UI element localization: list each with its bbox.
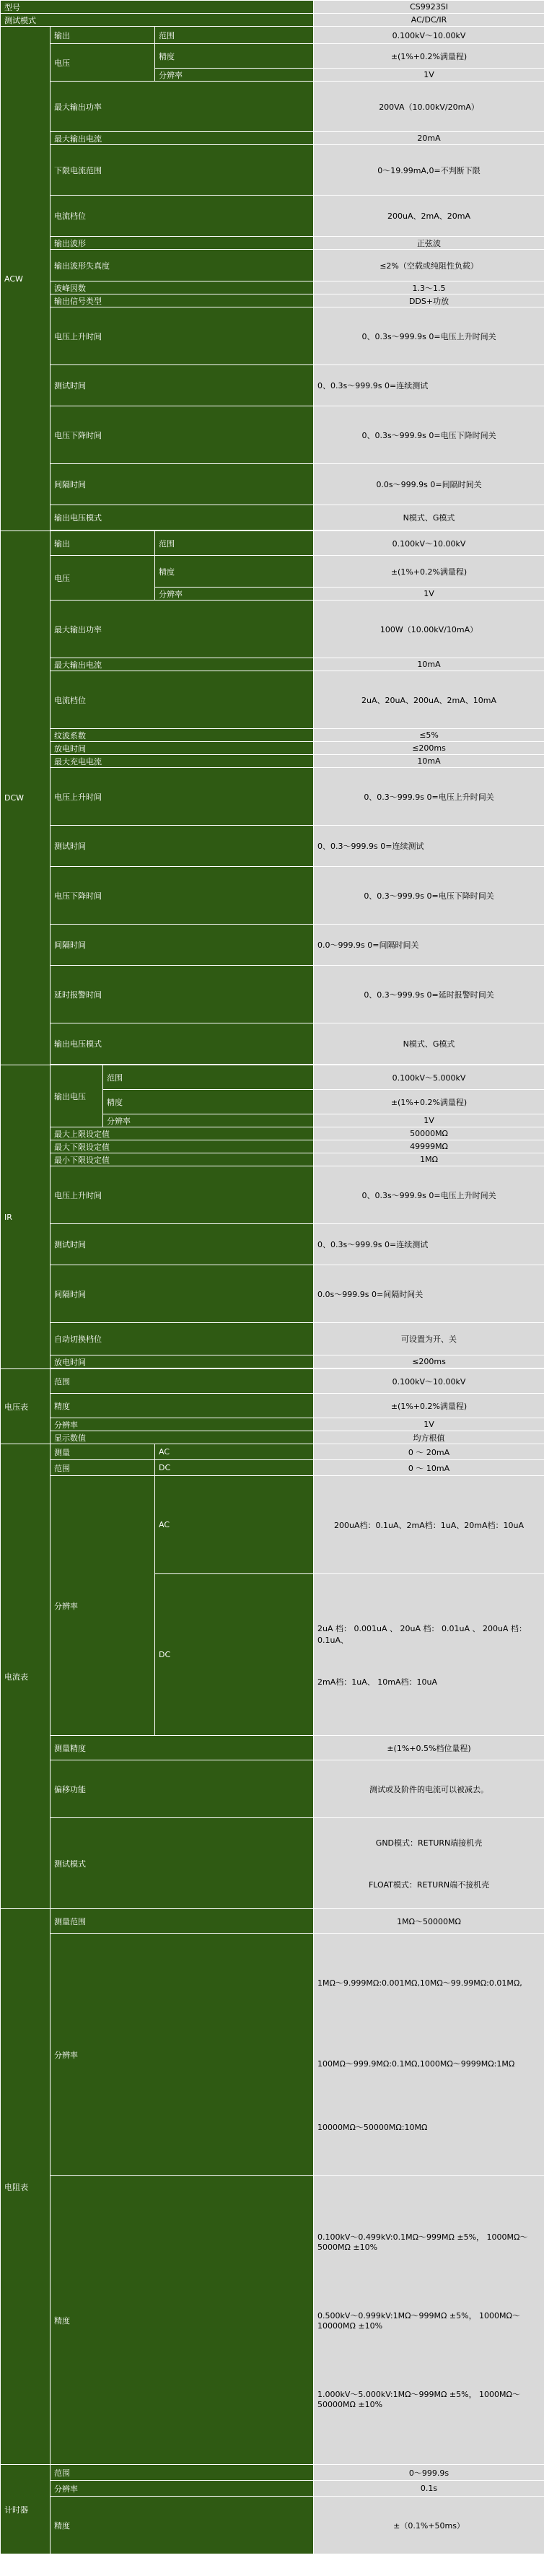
- ir-test-time-label: 测试时间: [51, 1224, 314, 1265]
- ir-row-auto-switch: [1, 1323, 544, 1355]
- ir-row-min-lower: [1, 1153, 544, 1166]
- acw-row-lower-limit: [1, 145, 544, 196]
- acw-test-time-label: 测试时间: [51, 365, 314, 406]
- am-test-mode-line1: GND模式：RETURN端接机壳: [375, 1838, 483, 1848]
- ir-resolution-value: 1V: [314, 1114, 544, 1127]
- dcw-row-discharge: [1, 742, 544, 755]
- ir-max-upper-value: 50000MΩ: [314, 1127, 544, 1140]
- dcw-row-ripple: [1, 729, 544, 742]
- acw-row-mode: [1, 505, 544, 531]
- acw-distortion-label: 输出波形失真度: [51, 250, 314, 281]
- am-row-meas-accuracy: [1, 1736, 544, 1760]
- dcw-voltage-label: 电压: [51, 556, 155, 601]
- dcw-current-range-label: 电流档位: [51, 671, 314, 729]
- am-measure-ac-value: 0 ～ 20mA: [314, 1444, 544, 1460]
- dcw-range-label: 范围: [155, 531, 314, 556]
- dcw-interval-label: 间隔时间: [51, 925, 314, 966]
- dcw-output-label: 输出: [51, 531, 155, 556]
- ir-rise-value: 0、0.3s～999.9s 0=电压上升时间关: [314, 1166, 544, 1224]
- acw-rise-value: 0、0.3s～999.9s 0=电压上升时间关: [314, 307, 544, 365]
- acw-row-fall: [1, 406, 544, 464]
- am-res-ac-label: AC: [155, 1476, 314, 1574]
- acw-range-value: 0.100kV～10.00kV: [314, 27, 544, 44]
- am-res-dc-line2: 2mA档：1uA、 10mA档：10uA: [317, 1677, 437, 1687]
- am-row-offset: [1, 1760, 544, 1818]
- am-range-label: 范围: [51, 1460, 155, 1476]
- tm-range-label: 范围: [51, 2465, 314, 2481]
- tm-accuracy-value: ±（0.1%+50ms）: [314, 2497, 544, 2554]
- acw-waveform-value: 正弦波: [314, 237, 544, 250]
- tm-row-accuracy: [1, 2497, 544, 2554]
- dcw-max-power-label: 最大输出功率: [51, 601, 314, 658]
- dcw-max-charge-value: 10mA: [314, 755, 544, 768]
- vm-accuracy-label: 精度: [51, 1394, 314, 1418]
- ir-auto-switch-label: 自动切换档位: [51, 1323, 314, 1355]
- om-range-label: 测量范围: [51, 1909, 314, 1934]
- dcw-interval-value: 0.0～999.9s 0=间隔时间关: [314, 925, 544, 966]
- tm-section-label: 计时器: [1, 2465, 51, 2554]
- acw-max-current-value: 20mA: [314, 132, 544, 145]
- dcw-ripple-value: ≤5%: [314, 729, 544, 742]
- acw-row-waveform: [1, 237, 544, 250]
- am-res-ac-value: 200uA档：0.1uA、2mA档：1uA、20mA档：10uA: [314, 1476, 544, 1574]
- acw-row-crest: [1, 281, 544, 294]
- dcw-accuracy-value: ±(1%+0.2%满量程): [314, 556, 544, 588]
- om-section-label: 电阻表: [1, 1909, 51, 2465]
- vm-resolution-value: 1V: [314, 1418, 544, 1431]
- dcw-row-range: [1, 531, 544, 556]
- ir-auto-switch-value: 可设置为开、关: [314, 1323, 544, 1355]
- ir-range-value: 0.100kV～5.000kV: [314, 1065, 544, 1090]
- am-offset-label: 偏移功能: [51, 1760, 314, 1818]
- am-offset-value: 测试或及阶件的电流可以被减去。: [314, 1760, 544, 1818]
- acw-range-label: 范围: [155, 27, 314, 44]
- ir-interval-label: 间隔时间: [51, 1265, 314, 1323]
- om-row-accuracy: [1, 2176, 544, 2465]
- acw-row-interval: [1, 464, 544, 505]
- tm-range-value: 0～999.9s: [314, 2465, 544, 2481]
- acw-row-test-time: [1, 365, 544, 406]
- dcw-mode-value: N模式、G模式: [314, 1023, 544, 1065]
- dcw-row-max-power: [1, 601, 544, 658]
- acw-row-current-range: [1, 196, 544, 237]
- vm-display-label: 显示数值: [51, 1431, 314, 1444]
- acw-mode-label: 输出电压模式: [51, 505, 314, 531]
- vm-display-value: 均方根值: [314, 1431, 544, 1444]
- acw-rise-label: 电压上升时间: [51, 307, 314, 365]
- am-test-mode-label: 测试模式: [51, 1818, 314, 1909]
- am-range-dc-label: DC: [155, 1460, 314, 1476]
- dcw-range-value: 0.100kV～10.00kV: [314, 531, 544, 556]
- dcw-test-time-value: 0、0.3～999.9s 0=连续测试: [314, 826, 544, 867]
- ir-min-lower-label: 最小下限设定值: [51, 1153, 314, 1166]
- ir-test-time-value: 0、0.3s～999.9s 0=连续测试: [314, 1224, 544, 1265]
- ir-max-lower-label: 最大下限设定值: [51, 1140, 314, 1153]
- acw-output-label: 输出: [51, 27, 155, 44]
- om-res-line1: 1MΩ～9.999MΩ:0.001MΩ,10MΩ～99.99MΩ:0.01MΩ,: [317, 1978, 522, 1988]
- dcw-row-mode: [1, 1023, 544, 1065]
- om-res-line2: 100MΩ～999.9MΩ:0.1MΩ,1000MΩ～9999MΩ:1MΩ: [317, 2058, 515, 2069]
- ir-rise-label: 电压上升时间: [51, 1166, 314, 1224]
- am-row-range: [1, 1460, 544, 1476]
- am-meas-accuracy-value: ±(1%+0.5%档位量程): [314, 1736, 544, 1760]
- dcw-resolution-label: 分辨率: [155, 588, 314, 601]
- vm-section-label: 电压表: [1, 1369, 51, 1444]
- am-row-measure: [1, 1444, 544, 1460]
- acw-waveform-label: 输出波形: [51, 237, 314, 250]
- dcw-resolution-value: 1V: [314, 588, 544, 601]
- dcw-max-current-value: 10mA: [314, 658, 544, 671]
- dcw-delay-label: 延时报警时间: [51, 966, 314, 1023]
- dcw-fall-value: 0、0.3～999.9s 0=电压下降时间关: [314, 867, 544, 925]
- om-acc-line2: 0.500kV～0.999kV:1MΩ～999MΩ ±5%， 1000MΩ～10000MΩ ±10%: [317, 2311, 520, 2331]
- model-label: 型号: [1, 1, 314, 14]
- acw-accuracy-value: ±(1%+0.2%满量程): [314, 44, 544, 69]
- am-section-label: 电流表: [1, 1444, 51, 1909]
- om-accuracy-value: [314, 2176, 544, 2465]
- vm-row-accuracy: [1, 1394, 544, 1418]
- ir-max-upper-label: 最大上限设定值: [51, 1127, 314, 1140]
- am-measure-label: 测量: [51, 1444, 155, 1460]
- om-res-line3: 10000MΩ～50000MΩ:10MΩ: [317, 2122, 428, 2132]
- tm-accuracy-label: 精度: [51, 2497, 314, 2554]
- ir-resolution-label: 分辨率: [103, 1114, 314, 1127]
- acw-row-max-power: [1, 82, 544, 132]
- dcw-fall-label: 电压下降时间: [51, 867, 314, 925]
- om-row-range: [1, 1909, 544, 1934]
- acw-distortion-value: ≤2%（空载或纯阻性负载）: [314, 250, 544, 281]
- am-res-dc-line1: 2uA 档： 0.001uA 、 20uA 档： 0.01uA 、 200uA 档： 0.1uA、: [317, 1623, 527, 1645]
- am-range-dc-value: 0 ～ 10mA: [314, 1460, 544, 1476]
- am-row-test-mode: [1, 1818, 544, 1909]
- vm-range-label: 范围: [51, 1369, 314, 1394]
- acw-current-range-value: 200uA、2mA、20mA: [314, 196, 544, 237]
- dcw-section-label: DCW: [1, 531, 51, 1065]
- vm-row-display: [1, 1431, 544, 1444]
- acw-crest-value: 1.3～1.5: [314, 281, 544, 294]
- am-row-res-ac: [1, 1476, 544, 1574]
- row-test-mode: [1, 14, 544, 27]
- vm-resolution-label: 分辨率: [51, 1418, 314, 1431]
- dcw-row-accuracy: [1, 556, 544, 588]
- model-value: CS9923SI: [314, 1, 544, 14]
- dcw-row-rise: [1, 768, 544, 826]
- dcw-row-interval: [1, 925, 544, 966]
- acw-fall-label: 电压下降时间: [51, 406, 314, 464]
- acw-signal-label: 输出信号类型: [51, 294, 314, 307]
- tm-row-resolution: [1, 2481, 544, 2497]
- vm-range-value: 0.100kV～10.00kV: [314, 1369, 544, 1394]
- om-acc-line1: 0.100kV～0.499kV:0.1MΩ～999MΩ ±5%， 1000MΩ～5000MΩ ±10%: [317, 2232, 528, 2252]
- ir-section-label: IR: [1, 1065, 51, 1369]
- ir-row-max-lower: [1, 1140, 544, 1153]
- dcw-row-test-time: [1, 826, 544, 867]
- ir-row-max-upper: [1, 1127, 544, 1140]
- tm-resolution-label: 分辨率: [51, 2481, 314, 2497]
- acw-signal-value: DDS+功放: [314, 294, 544, 307]
- dcw-row-current-range: [1, 671, 544, 729]
- acw-row-rise: [1, 307, 544, 365]
- dcw-row-delay: [1, 966, 544, 1023]
- dcw-delay-value: 0、0.3～999.9s 0=延时报警时间关: [314, 966, 544, 1023]
- om-row-resolution: [1, 1934, 544, 2176]
- acw-fall-value: 0、0.3s～999.9s 0=电压下降时间关: [314, 406, 544, 464]
- dcw-row-max-charge: [1, 755, 544, 768]
- acw-interval-label: 间隔时间: [51, 464, 314, 505]
- ir-discharge-value: ≤200ms: [314, 1355, 544, 1368]
- acw-mode-value: N模式、G模式: [314, 505, 544, 531]
- row-model: [1, 1, 544, 14]
- dcw-row-fall: [1, 867, 544, 925]
- ir-interval-value: 0.0s～999.9s 0=间隔时间关: [314, 1265, 544, 1323]
- acw-resolution-value: 1V: [314, 69, 544, 82]
- ir-accuracy-label: 精度: [103, 1090, 314, 1114]
- om-resolution-label: 分辨率: [51, 1934, 314, 2176]
- dcw-test-time-label: 测试时间: [51, 826, 314, 867]
- am-test-mode-line2: FLOAT模式：RETURN端不接机壳: [368, 1879, 490, 1890]
- acw-row-accuracy: [1, 44, 544, 69]
- ir-row-test-time: [1, 1224, 544, 1265]
- test-mode-value: AC/DC/IR: [314, 14, 544, 27]
- dcw-accuracy-label: 精度: [155, 556, 314, 588]
- am-meas-accuracy-label: 测量精度: [51, 1736, 314, 1760]
- acw-row-signal: [1, 294, 544, 307]
- ir-row-rise: [1, 1166, 544, 1224]
- am-test-mode-value: [314, 1818, 544, 1909]
- ir-row-interval: [1, 1265, 544, 1323]
- acw-accuracy-label: 精度: [155, 44, 314, 69]
- dcw-max-power-value: 100W（10.00kV/10mA）: [314, 601, 544, 658]
- dcw-ripple-label: 纹波系数: [51, 729, 314, 742]
- dcw-max-current-label: 最大输出电流: [51, 658, 314, 671]
- vm-accuracy-value: ±(1%+0.2%满量程): [314, 1394, 544, 1418]
- acw-max-power-label: 最大输出功率: [51, 82, 314, 132]
- test-mode-label: 测试模式: [1, 14, 314, 27]
- acw-test-time-value: 0、0.3s～999.9s 0=连续测试: [314, 365, 544, 406]
- acw-row-max-current: [1, 132, 544, 145]
- acw-section-label: ACW: [1, 27, 51, 531]
- ir-discharge-label: 放电时间: [51, 1355, 314, 1368]
- acw-voltage-label: 电压: [51, 44, 155, 82]
- om-resolution-value: [314, 1934, 544, 2176]
- acw-crest-label: 波峰因数: [51, 281, 314, 294]
- dcw-discharge-label: 放电时间: [51, 742, 314, 755]
- vm-row-range: [1, 1369, 544, 1394]
- ir-row-discharge: [1, 1355, 544, 1368]
- om-acc-line3: 1.000kV～5.000kV:1MΩ～999MΩ ±5%， 1000MΩ～50000MΩ ±10%: [317, 2390, 520, 2409]
- am-resolution-label: 分辨率: [51, 1476, 155, 1736]
- ir-max-lower-value: 49999MΩ: [314, 1140, 544, 1153]
- ir-min-lower-value: 1MΩ: [314, 1153, 544, 1166]
- ir-accuracy-value: ±(1%+0.2%满量程): [314, 1090, 544, 1114]
- dcw-rise-label: 电压上升时间: [51, 768, 314, 826]
- om-range-value: 1MΩ～50000MΩ: [314, 1909, 544, 1934]
- ir-range-label: 范围: [103, 1065, 314, 1090]
- acw-max-power-value: 200VA（10.00kV/20mA）: [314, 82, 544, 132]
- vm-row-resolution: [1, 1418, 544, 1431]
- dcw-discharge-value: ≤200ms: [314, 742, 544, 755]
- om-accuracy-label: 精度: [51, 2176, 314, 2465]
- dcw-max-charge-label: 最大充电电流: [51, 755, 314, 768]
- acw-row-range: [1, 27, 544, 44]
- acw-interval-value: 0.0s～999.9s 0=间隔时间关: [314, 464, 544, 505]
- tm-row-range: [1, 2465, 544, 2481]
- am-res-dc-label: DC: [155, 1574, 314, 1736]
- acw-current-range-label: 电流档位: [51, 196, 314, 237]
- acw-max-current-label: 最大输出电流: [51, 132, 314, 145]
- tm-resolution-value: 0.1s: [314, 2481, 544, 2497]
- dcw-current-range-value: 2uA、20uA、200uA、2mA、10mA: [314, 671, 544, 729]
- ir-output-voltage-label: 输出电压: [51, 1065, 103, 1127]
- dcw-row-max-current: [1, 658, 544, 671]
- acw-lower-limit-value: 0～19.99mA,0=不判断下限: [314, 145, 544, 196]
- am-measure-ac-label: AC: [155, 1444, 314, 1460]
- dcw-mode-label: 输出电压模式: [51, 1023, 314, 1065]
- acw-row-distortion: [1, 250, 544, 281]
- ir-row-range: [1, 1065, 544, 1090]
- acw-lower-limit-label: 下限电流范围: [51, 145, 314, 196]
- dcw-rise-value: 0、0.3～999.9s 0=电压上升时间关: [314, 768, 544, 826]
- acw-resolution-label: 分辨率: [155, 69, 314, 82]
- am-res-dc-value: [314, 1574, 544, 1736]
